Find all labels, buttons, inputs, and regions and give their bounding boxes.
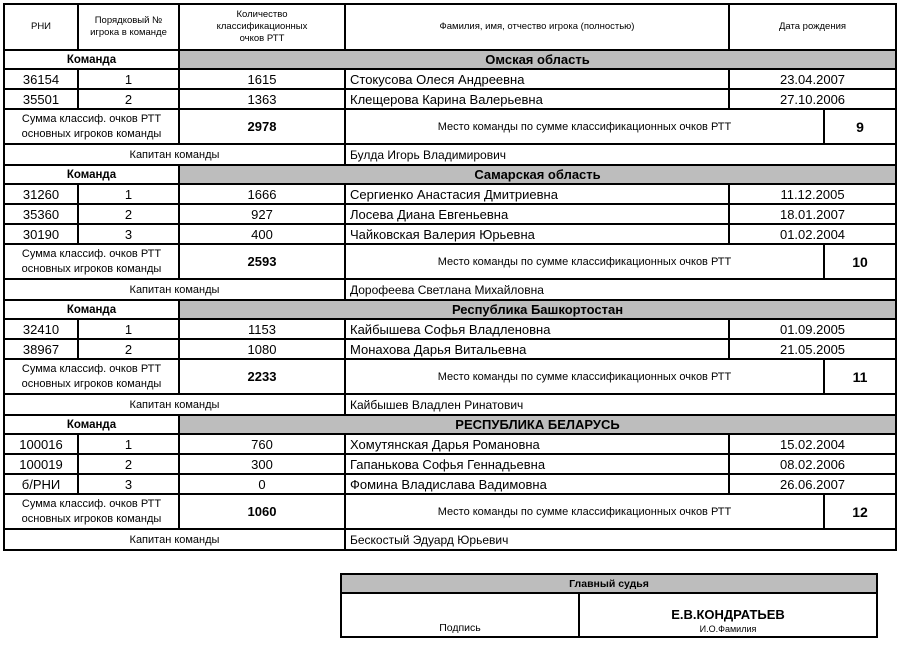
- player-rni: 30190: [4, 224, 78, 244]
- team-place-value: 12: [824, 494, 896, 529]
- team-captain-row: [4, 144, 896, 165]
- player-seq-number: 1: [78, 434, 179, 454]
- player-rni: 31260: [4, 184, 78, 204]
- player-points: 0: [179, 474, 345, 494]
- player-rni: б/РНИ: [4, 474, 78, 494]
- judge-name-cell: [579, 593, 877, 637]
- player-rni: 100016: [4, 434, 78, 454]
- team-captain-row: [4, 279, 896, 300]
- player-seq-number: 2: [78, 339, 179, 359]
- player-full-name: Лосева Диана Евгеньевна: [345, 204, 729, 224]
- player-full-name: Стокусова Олеся Андреевна: [345, 69, 729, 89]
- team-place-label: Место команды по сумме классификационных очков РТТ: [345, 109, 824, 144]
- column-header-rni: РНИ: [4, 4, 78, 50]
- player-points: 1363: [179, 89, 345, 109]
- captain-name: Бескостый Эдуард Юрьевич: [345, 529, 896, 550]
- player-seq-number: 3: [78, 224, 179, 244]
- player-row: [4, 204, 896, 224]
- captain-name: Кайбышев Владлен Ринатович: [345, 394, 896, 415]
- player-birth-date: 23.04.2007: [729, 69, 896, 89]
- player-rni: 38967: [4, 339, 78, 359]
- team-band-row: [4, 165, 896, 184]
- player-birth-date: 15.02.2004: [729, 434, 896, 454]
- player-row: [4, 454, 896, 474]
- player-row: [4, 89, 896, 109]
- team-place-value: 9: [824, 109, 896, 144]
- player-row: [4, 69, 896, 89]
- player-row: [4, 434, 896, 454]
- player-points: 400: [179, 224, 345, 244]
- sum-points-label: Сумма классиф. очков РТТ основных игроков команды: [4, 109, 179, 144]
- sum-points-value: 2593: [179, 244, 345, 279]
- player-birth-date: 27.10.2006: [729, 89, 896, 109]
- judge-name: Е.В.КОНДРАТЬЕВ: [671, 607, 785, 623]
- player-full-name: Фомина Владислава Вадимовна: [345, 474, 729, 494]
- sum-points-value: 2978: [179, 109, 345, 144]
- sum-points-value: 2233: [179, 359, 345, 394]
- player-points: 1615: [179, 69, 345, 89]
- team-captain-row: [4, 394, 896, 415]
- player-row: [4, 339, 896, 359]
- player-full-name: Кайбышева Софья Владленовна: [345, 319, 729, 339]
- player-points: 1080: [179, 339, 345, 359]
- team-name: Самарская область: [179, 165, 896, 184]
- column-header-points: Количество классификационных очков РТТ: [179, 4, 345, 50]
- column-header-seq: Порядковый № игрока в команде: [78, 4, 179, 50]
- player-birth-date: 26.06.2007: [729, 474, 896, 494]
- signature-label: Подпись: [341, 593, 579, 637]
- column-header-name: Фамилия, имя, отчество игрока (полностью): [345, 4, 729, 50]
- player-birth-date: 11.12.2005: [729, 184, 896, 204]
- player-birth-date: 18.01.2007: [729, 204, 896, 224]
- player-full-name: Хомутянская Дарья Романовна: [345, 434, 729, 454]
- player-row: [4, 474, 896, 494]
- player-seq-number: 2: [78, 89, 179, 109]
- team-place-label: Место команды по сумме классификационных очков РТТ: [345, 359, 824, 394]
- sum-points-label: Сумма классиф. очков РТТ основных игроков команды: [4, 359, 179, 394]
- team-captain-row: [4, 529, 896, 550]
- captain-label: Капитан команды: [4, 144, 345, 165]
- player-row: [4, 319, 896, 339]
- player-seq-number: 1: [78, 319, 179, 339]
- sum-points-label: Сумма классиф. очков РТТ основных игроков команды: [4, 494, 179, 529]
- team-place-value: 10: [824, 244, 896, 279]
- team-place-label: Место команды по сумме классификационных очков РТТ: [345, 494, 824, 529]
- player-birth-date: 01.02.2004: [729, 224, 896, 244]
- player-rni: 100019: [4, 454, 78, 474]
- team-name: Республика Башкортостан: [179, 300, 896, 319]
- player-seq-number: 2: [78, 204, 179, 224]
- team-cell-label: Команда: [4, 415, 179, 434]
- player-seq-number: 2: [78, 454, 179, 474]
- player-points: 300: [179, 454, 345, 474]
- player-birth-date: 21.05.2005: [729, 339, 896, 359]
- team-sum-row: [4, 109, 896, 144]
- player-full-name: Сергиенко Анастасия Дмитриевна: [345, 184, 729, 204]
- player-points: 1153: [179, 319, 345, 339]
- team-name: Омская область: [179, 50, 896, 69]
- player-birth-date: 08.02.2006: [729, 454, 896, 474]
- player-seq-number: 1: [78, 69, 179, 89]
- player-points: 1666: [179, 184, 345, 204]
- captain-name: Дорофеева Светлана Михайловна: [345, 279, 896, 300]
- player-full-name: Чайковская Валерия Юрьевна: [345, 224, 729, 244]
- player-points: 760: [179, 434, 345, 454]
- sum-points-value: 1060: [179, 494, 345, 529]
- column-header-birth: Дата рождения: [729, 4, 896, 50]
- player-rni: 35501: [4, 89, 78, 109]
- team-cell-label: Команда: [4, 50, 179, 69]
- player-seq-number: 3: [78, 474, 179, 494]
- sum-points-label: Сумма классиф. очков РТТ основных игроков команды: [4, 244, 179, 279]
- team-sum-row: [4, 359, 896, 394]
- chief-judge-table: [340, 573, 878, 638]
- chief-judge-header-row: [341, 574, 877, 593]
- team-sum-row: [4, 244, 896, 279]
- player-full-name: Клещерова Карина Валерьевна: [345, 89, 729, 109]
- player-rni: 32410: [4, 319, 78, 339]
- player-row: [4, 184, 896, 204]
- chief-judge-body-row: [341, 593, 877, 637]
- table-header-row: [4, 4, 896, 50]
- player-full-name: Гапанькова Софья Геннадьевна: [345, 454, 729, 474]
- player-full-name: Монахова Дарья Витальевна: [345, 339, 729, 359]
- player-points: 927: [179, 204, 345, 224]
- captain-label: Капитан команды: [4, 394, 345, 415]
- captain-label: Капитан команды: [4, 279, 345, 300]
- team-band-row: [4, 300, 896, 319]
- team-cell-label: Команда: [4, 300, 179, 319]
- team-cell-label: Команда: [4, 165, 179, 184]
- player-birth-date: 01.09.2005: [729, 319, 896, 339]
- player-row: [4, 224, 896, 244]
- team-band-row: [4, 50, 896, 69]
- team-place-label: Место команды по сумме классификационных очков РТТ: [345, 244, 824, 279]
- player-rni: 35360: [4, 204, 78, 224]
- captain-label: Капитан команды: [4, 529, 345, 550]
- chief-judge-title: Главный судья: [341, 574, 877, 593]
- team-band-row: [4, 415, 896, 434]
- team-name: РЕСПУБЛИКА БЕЛАРУСЬ: [179, 415, 896, 434]
- team-roster-table: [3, 3, 897, 551]
- player-seq-number: 1: [78, 184, 179, 204]
- team-sum-row: [4, 494, 896, 529]
- judge-name-caption: И.О.Фамилия: [699, 624, 757, 635]
- player-rni: 36154: [4, 69, 78, 89]
- team-place-value: 11: [824, 359, 896, 394]
- captain-name: Булда Игорь Владимирович: [345, 144, 896, 165]
